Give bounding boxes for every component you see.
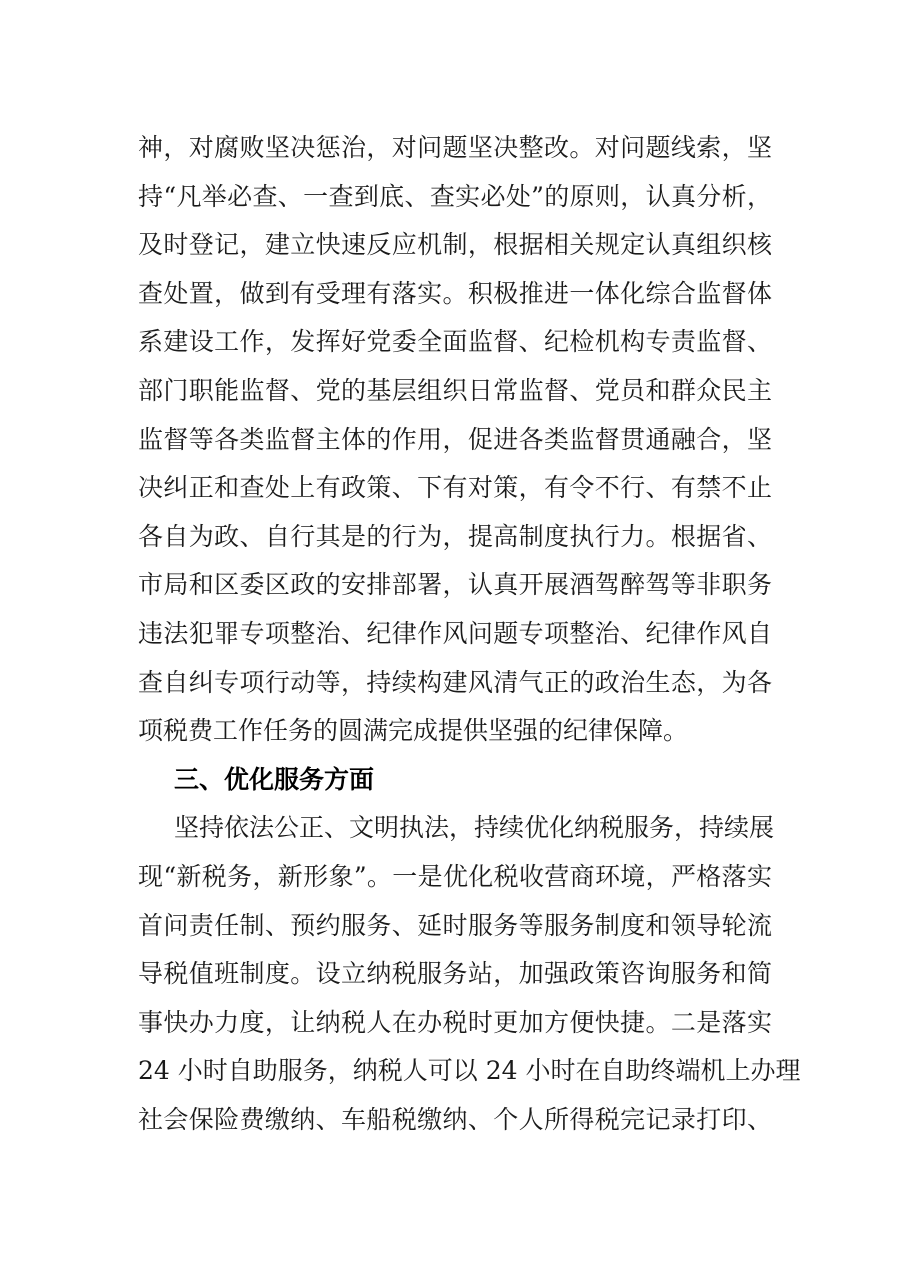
text-line: 24 小时自助服务，纳税人可以 24 小时在自助终端机上办理 <box>138 1056 801 1086</box>
text-line: 决纠正和查处上有政策、下有对策，有令不行、有禁不止 <box>138 473 772 503</box>
text-line: 项税费工作任务的圆满完成提供坚强的纪律保障。 <box>138 716 689 746</box>
text-line: 违法犯罪专项整治、纪律作风问题专项整治、纪律作风自 <box>138 618 772 648</box>
text-line: 及时登记，建立快速反应机制，根据相关规定认真组织核 <box>138 230 772 260</box>
text-line: 部门职能监督、党的基层组织日常监督、党员和群众民主 <box>138 375 772 405</box>
text-line: 各自为政、自行其是的行为，提高制度执行力。根据省、 <box>138 521 772 551</box>
text-line: 导税值班制度。设立纳税服务站，加强政策咨询服务和简 <box>138 959 772 989</box>
text-line: 系建设工作，发挥好党委全面监督、纪检机构专责监督、 <box>138 327 772 357</box>
document-body <box>138 124 801 1144</box>
text-line: 持“凡举必查、一查到底、查实必处”的原则，认真分析， <box>138 181 772 211</box>
paragraph-discipline <box>138 124 772 756</box>
paragraph-service <box>138 804 801 1144</box>
text-line: 现“新税务，新形象”。一是优化税收营商环境，严格落实 <box>138 861 772 891</box>
text-line: 坚持依法公正、文明执法，持续优化纳税服务，持续展 <box>174 813 775 843</box>
text-line: 事快办力度，让纳税人在办税时更加方便快捷。二是落实 <box>138 1007 772 1037</box>
text-line: 社会保险费缴纳、车船税缴纳、个人所得税完记录打印、 <box>138 1104 772 1134</box>
section-heading: 三、优化服务方面 <box>174 764 375 794</box>
text-line: 首问责任制、预约服务、延时服务等服务制度和领导轮流 <box>138 910 772 940</box>
text-line: 神，对腐败坚决惩治，对问题坚决整改。对问题线索，坚 <box>138 133 772 162</box>
text-line: 市局和区委区政的安排部署，认真开展酒驾醉驾等非职务 <box>138 570 772 600</box>
text-line: 查处置，做到有受理有落实。积极推进一体化综合监督体 <box>138 278 772 308</box>
text-line: 查自纠专项行动等，持续构建风清气正的政治生态，为各 <box>138 667 772 697</box>
text-line: 监督等各类监督主体的作用，促进各类监督贯通融合，坚 <box>138 424 772 454</box>
